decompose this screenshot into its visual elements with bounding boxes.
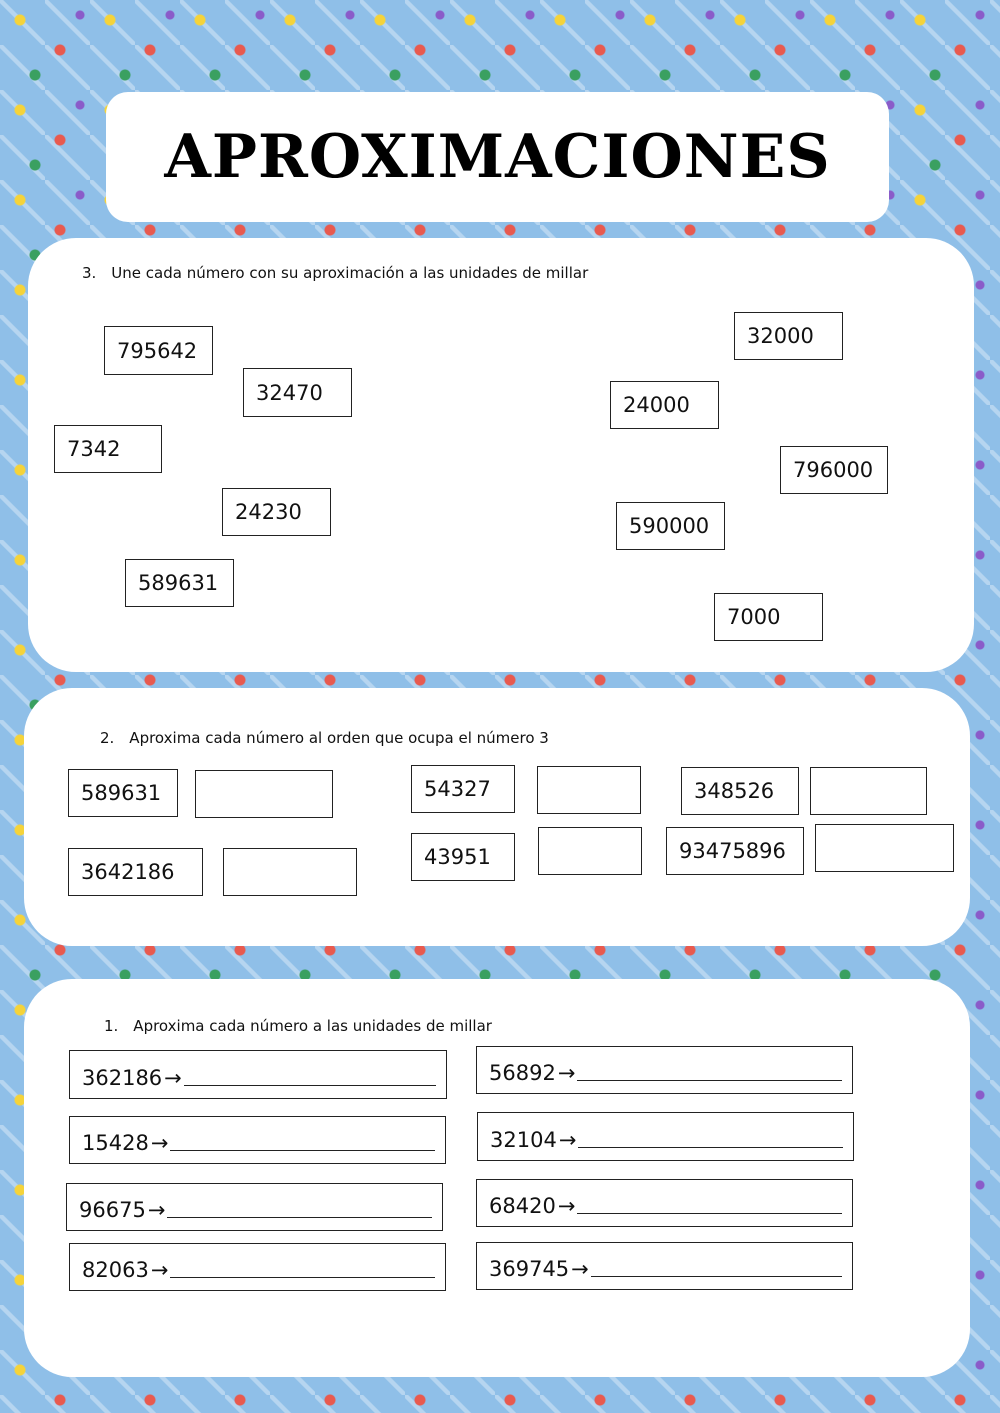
approx-number: 32104	[490, 1128, 557, 1152]
answer-line-row[interactable]	[69, 1243, 446, 1291]
answer-box[interactable]	[223, 848, 357, 896]
answer-line[interactable]	[170, 1149, 435, 1151]
approx-number: 369745	[489, 1257, 570, 1281]
match-left-number[interactable]: 32470	[243, 368, 352, 417]
match-right-number[interactable]: 7000	[714, 593, 823, 641]
match-right-number[interactable]: 796000	[780, 446, 888, 494]
match-right-number[interactable]: 590000	[616, 502, 725, 550]
arrow-right-icon: →	[150, 1258, 169, 1282]
answer-line[interactable]	[184, 1084, 436, 1086]
answer-line[interactable]	[591, 1275, 842, 1277]
arrow-right-icon: →	[571, 1257, 589, 1281]
round-number: 3642186	[68, 848, 203, 896]
round-number: 43951	[411, 833, 515, 881]
answer-line[interactable]	[170, 1276, 435, 1278]
answer-line[interactable]	[577, 1079, 842, 1081]
section-3-instruction: 3. Une cada número con su aproximación a las unidades de millar	[82, 264, 589, 282]
match-right-number[interactable]: 24000	[610, 381, 719, 429]
answer-line[interactable]	[167, 1216, 432, 1218]
match-right-number[interactable]: 32000	[734, 312, 843, 360]
round-number: 589631	[68, 769, 178, 817]
approx-number: 82063	[82, 1258, 149, 1282]
arrow-right-icon: →	[557, 1061, 576, 1085]
page-title: APROXIMACIONES	[164, 122, 831, 192]
match-left-number[interactable]: 24230	[222, 488, 331, 536]
section-2-instruction: 2. Aproxima cada número al orden que ocupa el número 3	[100, 729, 549, 747]
match-left-number[interactable]: 795642	[104, 326, 213, 375]
section-2-card	[24, 688, 970, 946]
arrow-right-icon: →	[558, 1128, 577, 1152]
answer-line-row[interactable]	[69, 1116, 446, 1164]
approx-number: 96675	[79, 1198, 146, 1222]
round-number: 93475896	[666, 827, 804, 875]
match-left-number[interactable]: 589631	[125, 559, 234, 607]
answer-line-row[interactable]	[476, 1242, 853, 1290]
approx-number: 362186	[82, 1066, 163, 1090]
answer-line-row[interactable]	[477, 1112, 854, 1161]
round-number: 348526	[681, 767, 799, 815]
arrow-right-icon: →	[164, 1066, 182, 1090]
answer-line[interactable]	[577, 1212, 842, 1214]
match-left-number[interactable]: 7342	[54, 425, 162, 473]
answer-line-row[interactable]	[476, 1046, 853, 1094]
title-card	[106, 92, 889, 222]
arrow-right-icon: →	[557, 1194, 576, 1218]
section-1-instruction: 1. Aproxima cada número a las unidades de millar	[104, 1017, 492, 1035]
answer-box[interactable]	[537, 766, 641, 814]
answer-line-row[interactable]	[66, 1183, 443, 1231]
approx-number: 56892	[489, 1061, 556, 1085]
answer-line-row[interactable]	[69, 1050, 447, 1099]
approx-number: 68420	[489, 1194, 556, 1218]
section-1-card	[24, 979, 970, 1377]
arrow-right-icon: →	[147, 1198, 166, 1222]
answer-box[interactable]	[815, 824, 954, 872]
answer-box[interactable]	[810, 767, 927, 815]
answer-line[interactable]	[578, 1146, 843, 1148]
answer-line-row[interactable]	[476, 1179, 853, 1227]
answer-box[interactable]	[195, 770, 333, 818]
round-number: 54327	[411, 765, 515, 813]
answer-box[interactable]	[538, 827, 642, 875]
approx-number: 15428	[82, 1131, 149, 1155]
arrow-right-icon: →	[150, 1131, 169, 1155]
